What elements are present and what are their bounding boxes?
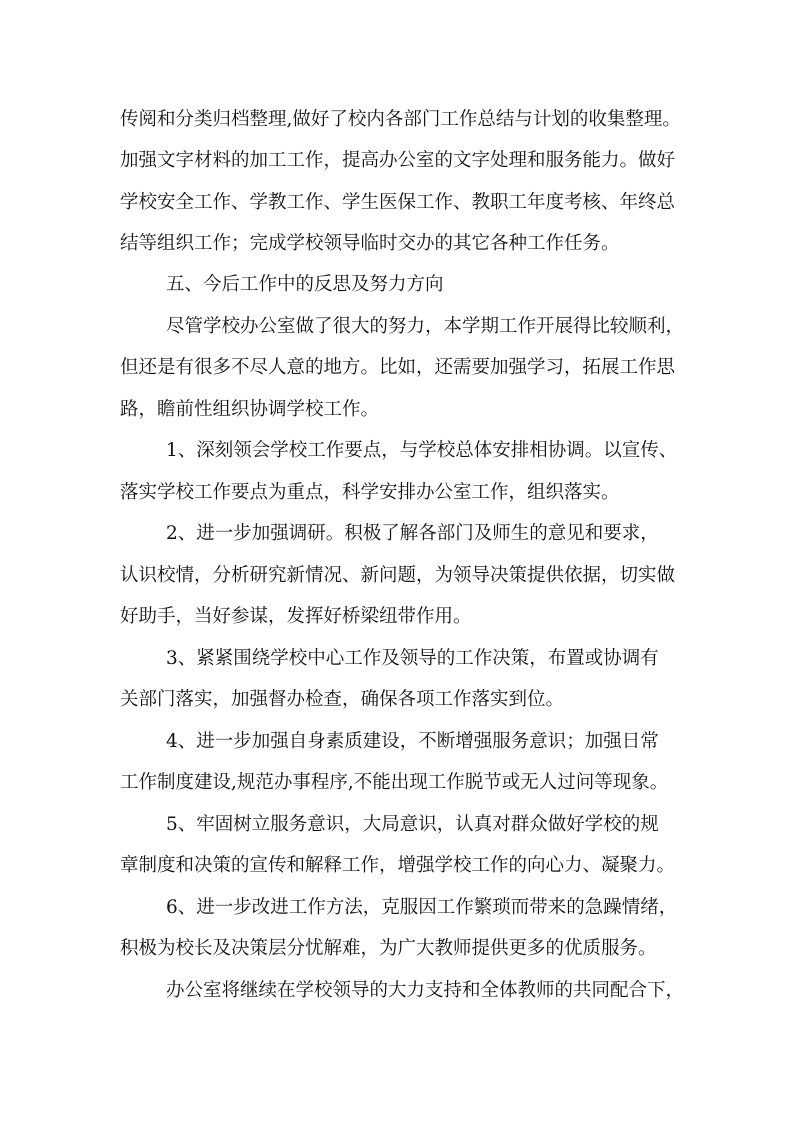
list-item-5-line-2: 章制度和决策的宣传和解释工作，增强学校工作的向心力、凝聚力。 [120,855,676,876]
list-item-4-line-2: 工作制度建设,规范办事程序,不能出现工作脱节或无人过问等现象。 [120,772,669,793]
list-item-1-line-2: 落实学校工作要点为重点，科学安排办公室工作，组织落实。 [120,482,620,503]
list-item-1-line-1: 1、深刻领会学校工作要点，与学校总体安排相协调。以宣传、 [166,440,678,461]
section-heading: 五、今后工作中的反思及努力方向 [166,274,444,295]
text-line-6: 尽管学校办公室做了很大的努力，本学期工作开展得比较顺利， [166,316,685,337]
list-item-6-line-2: 积极为校长及决策层分忧解难，为广大教师提供更多的优质服务。 [120,938,657,959]
text-line-3: 学校安全工作、学教工作、学生医保工作、教职工年度考核、年终总 [120,192,676,213]
text-line-7: 但还是有很多不尽人意的地方。比如，还需要加强学习，拓展工作思 [120,357,676,378]
list-item-5-line-1: 5、牢固树立服务意识，大局意识，认真对群众做好学校的规 [166,814,659,835]
list-item-2-line-1: 2、进一步加强调研。积极了解各部门及师生的意见和要求， [166,523,659,544]
list-item-2-line-2: 认识校情，分析研究新情况、新问题，为领导决策提供依据，切实做 [120,565,676,586]
text-line-1: 传阅和分类归档整理,做好了校内各部门工作总结与计划的收集整理。 [120,109,681,130]
list-item-6-line-1: 6、进一步改进工作方法，克服因工作繁琐而带来的急躁情绪， [166,897,678,918]
list-item-4-line-1: 4、进一步加强自身素质建设，不断增强服务意识；加强日常 [166,731,659,752]
list-item-3-line-1: 3、紧紧围绕学校中心工作及领导的工作决策，布置或协调有 [166,648,659,669]
text-line-2: 加强文字材料的加工工作，提高办公室的文字处理和服务能力。做好 [120,150,676,171]
closing-line: 办公室将继续在学校领导的大力支持和全体教师的共同配合下， [166,980,685,1001]
list-item-3-line-2: 关部门落实，加强督办检查，确保各项工作落实到位。 [120,689,565,710]
text-line-8: 路，瞻前性组织协调学校工作。 [120,399,380,420]
text-line-4: 结等组织工作；完成学校领导临时交办的其它各种工作任务。 [120,233,620,254]
list-item-2-line-3: 好助手，当好参谋，发挥好桥梁纽带作用。 [120,606,472,627]
